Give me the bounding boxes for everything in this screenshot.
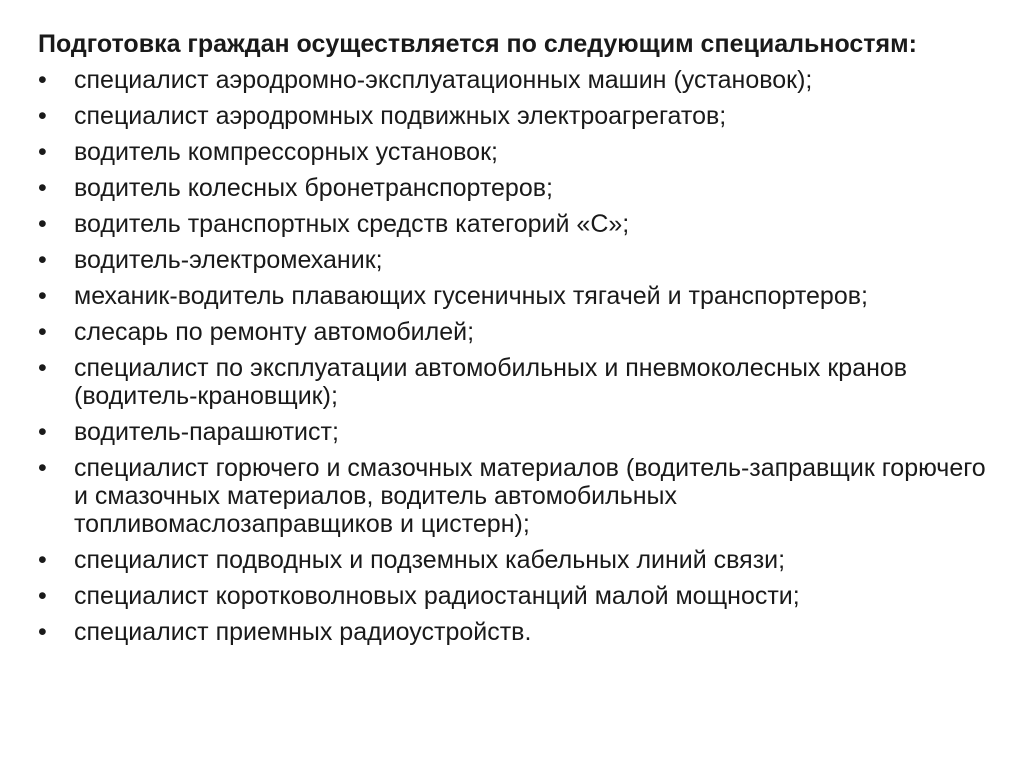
- bullet-icon: •: [38, 546, 47, 574]
- bullet-icon: •: [38, 66, 47, 94]
- list-item-text: слесарь по ремонту автомобилей;: [74, 318, 475, 346]
- list-item-text: механик-водитель плавающих гусеничных тягачей и транспортеров;: [74, 282, 868, 310]
- list-item-text: специалист аэродромных подвижных электроагрегатов;: [74, 102, 727, 130]
- list-item: [38, 66, 988, 94]
- list-item-text: водитель транспортных средств категорий «С»;: [74, 210, 630, 238]
- bullet-icon: •: [38, 318, 47, 346]
- list-item-text: водитель-электромеханик;: [74, 246, 383, 274]
- list-item: [38, 354, 988, 410]
- list-item-text: специалист приемных радиоустройств.: [74, 618, 532, 646]
- bullet-icon: •: [38, 210, 47, 238]
- list-item: [38, 138, 988, 166]
- list-item: [38, 318, 988, 346]
- list-item: [38, 582, 988, 610]
- slide-content: [38, 30, 988, 654]
- list-item-text: водитель колесных бронетранспортеров;: [74, 174, 553, 202]
- list-item: [38, 418, 988, 446]
- bullet-icon: •: [38, 138, 47, 166]
- list-item: [38, 210, 988, 238]
- bullet-icon: •: [38, 174, 47, 202]
- bullet-icon: •: [38, 582, 47, 610]
- bullet-icon: •: [38, 282, 47, 310]
- list-item: [38, 174, 988, 202]
- list-item-text: водитель-парашютист;: [74, 418, 339, 446]
- specialties-list: [38, 66, 988, 646]
- slide-heading: Подготовка граждан осуществляется по следующим специальностям:: [38, 30, 917, 58]
- list-item-text: специалист горючего и смазочных материалов (водитель-заправщик горючего и смазочных материалов, водитель автомобильных топливомаслозаправщиков и цистерн);: [74, 454, 986, 538]
- list-item-text: водитель компрессорных установок;: [74, 138, 498, 166]
- bullet-icon: •: [38, 618, 47, 646]
- list-item: [38, 246, 988, 274]
- bullet-icon: •: [38, 354, 47, 382]
- bullet-icon: •: [38, 102, 47, 130]
- list-item-text: специалист коротковолновых радиостанций малой мощности;: [74, 582, 800, 610]
- list-item: [38, 546, 988, 574]
- list-item: [38, 102, 988, 130]
- list-item-text: специалист по эксплуатации автомобильных и пневмоколесных кранов (водитель-крановщик);: [74, 354, 908, 410]
- list-item-text: специалист аэродромно-эксплуатационных машин (установок);: [74, 66, 813, 94]
- bullet-icon: •: [38, 418, 47, 446]
- list-item: [38, 454, 988, 538]
- list-item: [38, 618, 988, 646]
- list-item: [38, 282, 988, 310]
- bullet-icon: •: [38, 246, 47, 274]
- list-item-text: специалист подводных и подземных кабельных линий связи;: [74, 546, 786, 574]
- bullet-icon: •: [38, 454, 47, 482]
